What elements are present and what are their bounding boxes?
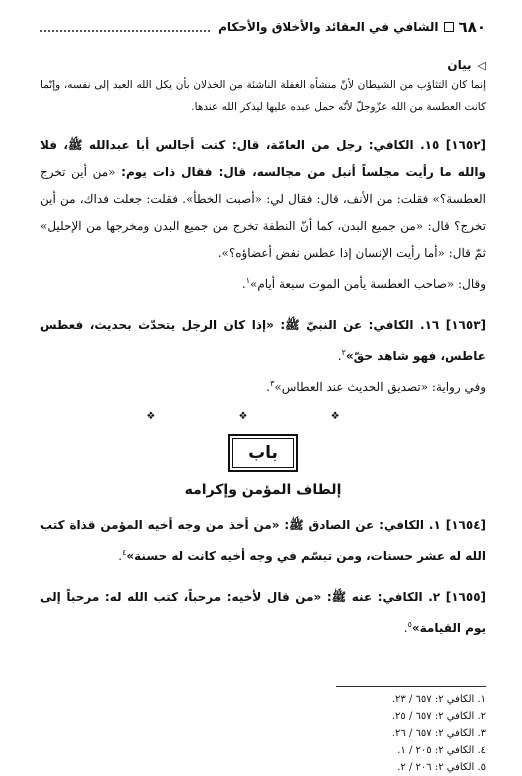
footnote-ref-5: ٥ [407, 620, 412, 629]
chapter-title: إلطاف المؤمن وإكرامه [184, 482, 342, 498]
footnote: ٢. الكافي ٢: ٦٥٧ / ٢٥. [391, 711, 486, 722]
hadith-1655: [١٦٥٥] ٢. الكافي: عنه ﷺ: «من قال لأخيه: مرحباً، كتب الله له: مرحباً إلى يوم القيامة»$^٥$. [40, 590, 486, 635]
hadith-1653-sub-text: وفي رواية: «تصديق الحديث عند العطاس» [274, 380, 486, 394]
hadith-1654: [١٦٥٤] ١. الكافي: عن الصادق ﷺ: «من أخذ من وجه أخيه المؤمن قذاة كتب الله له عشر حسنات، ومن تبسّم في وجه أخيه كانت له حسنة»$^٤$. [40, 518, 486, 563]
footnote-ref-1: ١ [245, 276, 251, 285]
section-separator: ❖ ❖ ❖ [146, 411, 380, 422]
hadith-1655-text: [١٦٥٥] ٢. الكافي: عنه ﷺ: «من قال لأخيه: مرحباً، كتب الله له: مرحباً إلى يوم القيامة» [40, 590, 486, 635]
book-title: الشافي في العقائد والأخلاق والأحكام [218, 20, 439, 34]
hadith-1653-text: [١٦٥٣] ١٦. الكافي: عن النبيّ ﷺ: «إذا كان الرجل يتحدّث بحديث، فعطس عاطس، فهو شاهد حقّ» [40, 318, 486, 363]
footnote-ref-2: ٢ [341, 348, 346, 357]
triangle-icon: ◁ [477, 58, 486, 72]
footnotes [40, 691, 486, 776]
hadith-1652-body: «من أين تخرج العطسة؟» فقلت: من الأنف، قال: فقال لي: «أصبت الخطأ». فقلت: جعلت فداك، من أين تخرج؟ قال: «من جميع البدن، كما أنّ النطفة تخرج من جميع البدن ومخرجها من الإحليل» ثمّ قال: «أما رأيت الإنسان إذا عطس نفض أعضاؤه؟». [40, 165, 487, 260]
bayan-label: بيان [447, 58, 472, 72]
hadith-1652 [40, 132, 486, 298]
footnote-ref-3: ٣ [270, 379, 275, 388]
footnote-rule [336, 686, 486, 687]
hadith-1654-text: [١٦٥٤] ١. الكافي: عن الصادق ﷺ: «من أخذ من وجه أخيه المؤمن قذاة كتب الله له عشر حسنات، ومن تبسّم في وجه أخيه كانت له حسنة» [40, 518, 486, 563]
hadith-1653-sub: وفي رواية: «تصديق الحديث عند العطاس»$^٣$. [266, 379, 486, 394]
hadith-1652-sub: وقال: «صاحب العطسة يأمن الموت سبعة أيام»$^١$. [241, 276, 486, 291]
hadith-1653: [١٦٥٣] ١٦. الكافي: عن النبيّ ﷺ: «إذا كان الرجل يتحدّث بحديث، فعطس عاطس، فهو شاهد حقّ»$^٢$. وفي رواية: «تصديق الحديث عند العطاس»$^٣$. [40, 312, 486, 401]
bayan-heading [40, 58, 486, 72]
hadith-1652-sub-text: وقال: «صاحب العطسة يأمن الموت سبعة أيام» [250, 277, 486, 291]
bab-box [228, 434, 298, 472]
dotted-leader [40, 22, 210, 32]
page-number: ٦٨٠ [458, 18, 486, 36]
footnote: ٣. الكافي ٢: ٦٥٧ / ٢٦. [391, 728, 486, 739]
hadith-1652-lead: [١٦٥٢] ١٥. الكافي: رجل من العامّة، قال: كنت أجالس أبا عبدالله ﷺ، فلا والله ما رأيت مجلساً أنبل من مجالسه، قال: فقال ذات يوم: [40, 138, 487, 179]
running-header [40, 18, 486, 36]
footnote: ٤. الكافي ٢: ٢٠٥ / ١. [397, 745, 486, 756]
footnote: ٥. الكافي ٢: ٢٠٦ / ٢. [397, 762, 486, 773]
footnote-ref-4: ٤ [122, 548, 127, 557]
square-icon [444, 22, 454, 32]
bayan-text: إنما كان التثاؤب من الشيطان لأنّ منشأه الغفلة الناشئة من الخذلان بأن يكل الله العبد إلى نفسه، وإنّما كانت العطسة من الله عزّوجلّ لأنّه حمل عبده عليها ليذكر الله عندها. [40, 79, 486, 113]
footnote: ١. الكافي ٢: ٦٥٧ / ٢٣. [391, 694, 486, 705]
bab-label: باب [232, 438, 294, 468]
page [40, 18, 486, 776]
